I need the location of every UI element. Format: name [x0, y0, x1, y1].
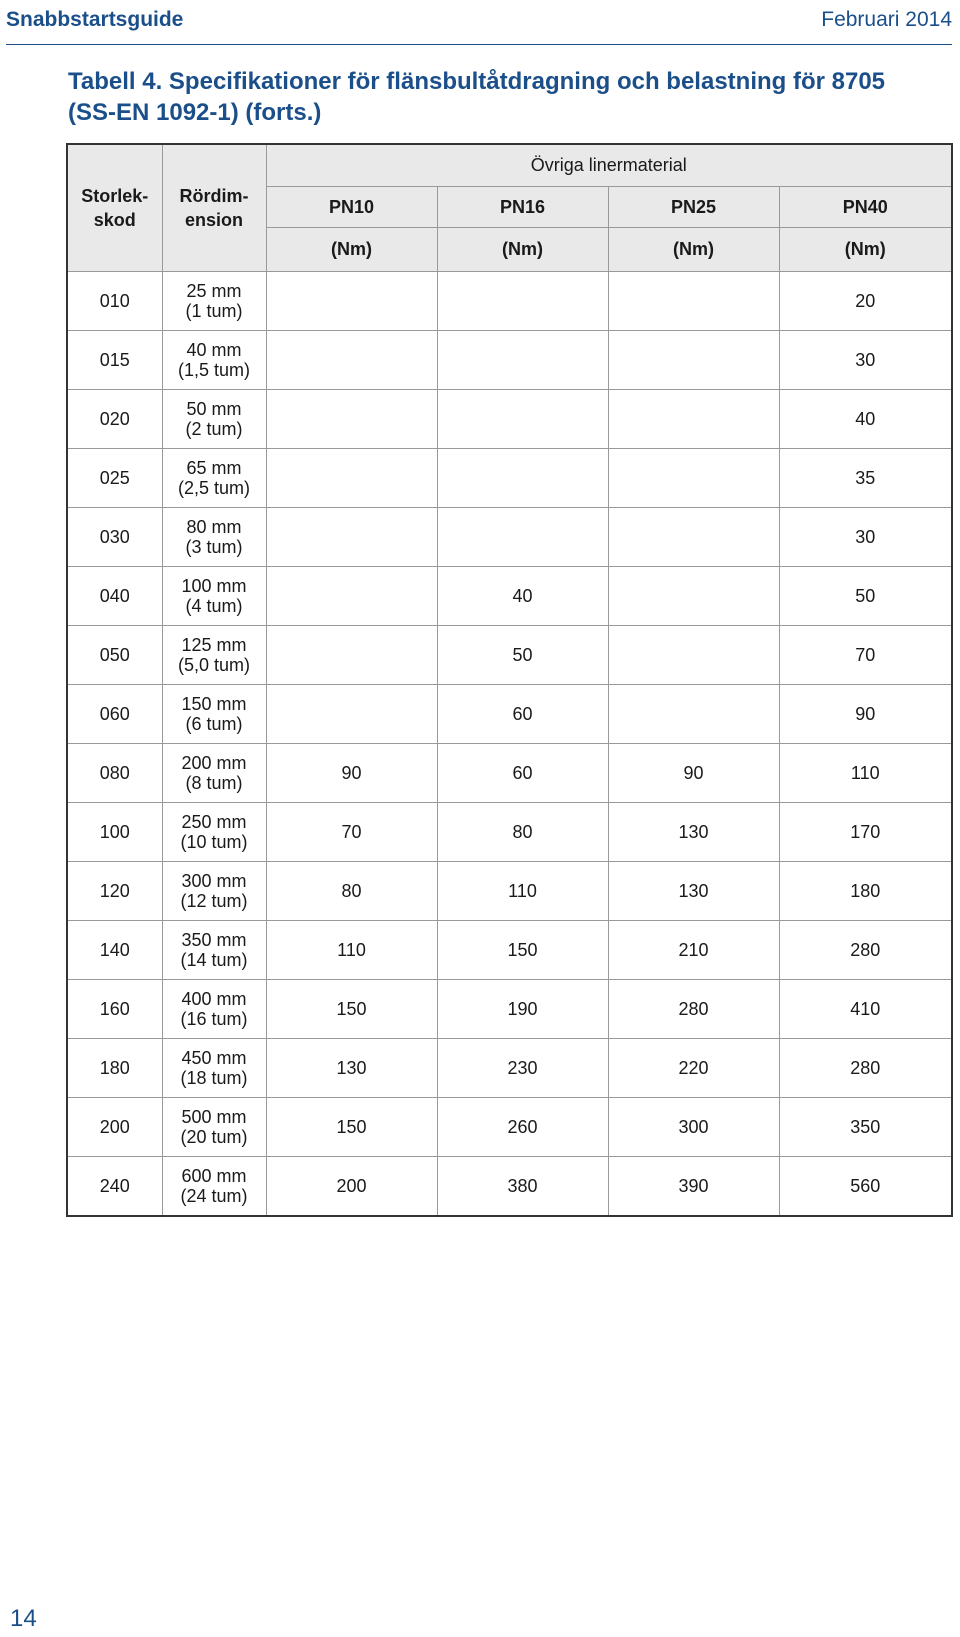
pipe-dimension-inch: (2,5 tum): [177, 478, 251, 498]
pipe-dimension-cell: [162, 1039, 266, 1098]
torque-pn40-cell: 280: [779, 1039, 952, 1098]
torque-pn40-cell: 30: [779, 508, 952, 567]
torque-pn10-cell: [266, 390, 437, 449]
torque-pn10-cell: 150: [266, 1098, 437, 1157]
torque-pn10-cell: 80: [266, 862, 437, 921]
pipe-dimension-mm: 80 mm: [186, 517, 242, 537]
torque-pn25-cell: [608, 626, 779, 685]
size-code-cell: 010: [67, 272, 162, 331]
torque-pn25-cell: [608, 685, 779, 744]
table-row: [67, 803, 952, 862]
header-unit-pn25: (Nm): [608, 228, 779, 272]
torque-pn40-cell: 560: [779, 1157, 952, 1217]
pipe-dimension-cell: [162, 449, 266, 508]
torque-pn16-cell: 40: [437, 567, 608, 626]
torque-pn16-cell: 190: [437, 980, 608, 1039]
torque-pn40-cell: 30: [779, 331, 952, 390]
torque-pn10-cell: 200: [266, 1157, 437, 1217]
pipe-dimension-inch: (5,0 tum): [177, 655, 251, 675]
pipe-dimension-mm: 25 mm: [186, 281, 242, 301]
pipe-dimension-cell: [162, 803, 266, 862]
pipe-dimension-mm: 500 mm: [181, 1107, 247, 1127]
torque-pn40-cell: 70: [779, 626, 952, 685]
table-row: [67, 1039, 952, 1098]
torque-pn16-cell: [437, 331, 608, 390]
header-other-liner-materials: Övriga linermaterial: [266, 144, 952, 187]
header-pipe-dimension: [162, 144, 266, 272]
table-row: [67, 390, 952, 449]
pipe-dimension-inch: (2 tum): [185, 419, 243, 439]
table-body: [67, 272, 952, 1217]
table-row: [67, 862, 952, 921]
pipe-dimension-mm: 50 mm: [186, 399, 242, 419]
table-row: [67, 567, 952, 626]
torque-pn16-cell: [437, 390, 608, 449]
header-pn25: PN25: [608, 187, 779, 228]
pipe-dimension-inch: (8 tum): [185, 773, 243, 793]
table-row: [67, 331, 952, 390]
torque-pn16-cell: 60: [437, 685, 608, 744]
table-row: [67, 626, 952, 685]
torque-pn16-cell: 50: [437, 626, 608, 685]
pipe-dimension-cell: [162, 980, 266, 1039]
size-code-cell: 040: [67, 567, 162, 626]
size-code-cell: 020: [67, 390, 162, 449]
torque-pn10-cell: [266, 567, 437, 626]
pipe-dimension-inch: (4 tum): [185, 596, 243, 616]
torque-pn25-cell: 390: [608, 1157, 779, 1217]
torque-pn10-cell: 90: [266, 744, 437, 803]
torque-pn25-cell: 280: [608, 980, 779, 1039]
size-code-cell: 200: [67, 1098, 162, 1157]
torque-pn16-cell: 150: [437, 921, 608, 980]
header-size-code-line2: skod: [93, 210, 136, 230]
header-guide-title: Snabbstartsguide: [6, 8, 184, 31]
torque-pn25-cell: 130: [608, 803, 779, 862]
pipe-dimension-cell: [162, 744, 266, 803]
pipe-dimension-mm: 65 mm: [186, 458, 242, 478]
size-code-cell: 100: [67, 803, 162, 862]
pipe-dimension-mm: 350 mm: [181, 930, 247, 950]
pipe-dimension-mm: 300 mm: [181, 871, 247, 891]
table-title: Tabell 4. Specifikationer för flänsbultåtdragning och belastning för 8705 (SS-EN 1092-1) (forts.): [68, 68, 886, 126]
pipe-dimension-mm: 200 mm: [181, 753, 247, 773]
pipe-dimension-inch: (1,5 tum): [177, 360, 251, 380]
torque-pn40-cell: 410: [779, 980, 952, 1039]
pipe-dimension-mm: 100 mm: [181, 576, 247, 596]
table-row: [67, 272, 952, 331]
torque-pn10-cell: [266, 685, 437, 744]
size-code-cell: 120: [67, 862, 162, 921]
pipe-dimension-inch: (18 tum): [180, 1068, 248, 1088]
size-code-cell: 030: [67, 508, 162, 567]
torque-pn40-cell: 170: [779, 803, 952, 862]
size-code-cell: 140: [67, 921, 162, 980]
torque-pn10-cell: [266, 272, 437, 331]
pipe-dimension-inch: (20 tum): [180, 1127, 248, 1147]
pipe-dimension-inch: (10 tum): [180, 832, 248, 852]
torque-pn16-cell: 110: [437, 862, 608, 921]
pipe-dimension-mm: 150 mm: [181, 694, 247, 714]
pipe-dimension-cell: [162, 390, 266, 449]
torque-pn16-cell: [437, 449, 608, 508]
header-unit-pn10: (Nm): [266, 228, 437, 272]
size-code-cell: 060: [67, 685, 162, 744]
size-code-cell: 025: [67, 449, 162, 508]
torque-pn25-cell: [608, 449, 779, 508]
pipe-dimension-cell: [162, 921, 266, 980]
pipe-dimension-cell: [162, 567, 266, 626]
page-number: 14: [10, 1605, 37, 1632]
pipe-dimension-cell: [162, 1098, 266, 1157]
pipe-dimension-cell: [162, 862, 266, 921]
torque-pn16-cell: [437, 508, 608, 567]
header-size-code-line1: Storlek-: [81, 186, 149, 206]
torque-pn25-cell: [608, 390, 779, 449]
torque-pn40-cell: 35: [779, 449, 952, 508]
header-divider: [6, 44, 952, 45]
pipe-dimension-mm: 400 mm: [181, 989, 247, 1009]
torque-pn10-cell: [266, 449, 437, 508]
header-pn10: PN10: [266, 187, 437, 228]
torque-pn25-cell: [608, 567, 779, 626]
torque-pn10-cell: 70: [266, 803, 437, 862]
torque-pn25-cell: 220: [608, 1039, 779, 1098]
torque-pn16-cell: 260: [437, 1098, 608, 1157]
torque-pn16-cell: [437, 272, 608, 331]
table-row: [67, 1098, 952, 1157]
pipe-dimension-cell: [162, 508, 266, 567]
torque-pn10-cell: 110: [266, 921, 437, 980]
header-date: Februari 2014: [821, 8, 952, 31]
header-pn16: PN16: [437, 187, 608, 228]
header-pn40: PN40: [779, 187, 952, 228]
torque-pn25-cell: [608, 508, 779, 567]
table-row: [67, 449, 952, 508]
header-pipe-dimension-line1: Rördim-: [179, 186, 249, 206]
table-row: [67, 921, 952, 980]
pipe-dimension-mm: 450 mm: [181, 1048, 247, 1068]
pipe-dimension-inch: (6 tum): [185, 714, 243, 734]
pipe-dimension-cell: [162, 685, 266, 744]
table-row: [67, 1157, 952, 1217]
torque-pn25-cell: 210: [608, 921, 779, 980]
pipe-dimension-mm: 600 mm: [181, 1166, 247, 1186]
pipe-dimension-inch: (16 tum): [180, 1009, 248, 1029]
size-code-cell: 050: [67, 626, 162, 685]
torque-pn40-cell: 20: [779, 272, 952, 331]
table-row: [67, 508, 952, 567]
pipe-dimension-inch: (14 tum): [180, 950, 248, 970]
torque-pn16-cell: 230: [437, 1039, 608, 1098]
size-code-cell: 160: [67, 980, 162, 1039]
torque-pn40-cell: 40: [779, 390, 952, 449]
pipe-dimension-cell: [162, 1157, 266, 1217]
torque-pn10-cell: [266, 626, 437, 685]
table-row: [67, 980, 952, 1039]
torque-pn16-cell: 60: [437, 744, 608, 803]
torque-pn25-cell: 130: [608, 862, 779, 921]
table-row: [67, 744, 952, 803]
torque-pn40-cell: 50: [779, 567, 952, 626]
pipe-dimension-inch: (24 tum): [180, 1186, 248, 1206]
torque-pn25-cell: [608, 331, 779, 390]
header-size-code: [67, 144, 162, 272]
torque-pn16-cell: 80: [437, 803, 608, 862]
torque-pn10-cell: [266, 508, 437, 567]
size-code-cell: 180: [67, 1039, 162, 1098]
torque-pn40-cell: 180: [779, 862, 952, 921]
pipe-dimension-inch: (12 tum): [180, 891, 248, 911]
pipe-dimension-inch: (3 tum): [185, 537, 243, 557]
torque-pn16-cell: 380: [437, 1157, 608, 1217]
torque-pn40-cell: 110: [779, 744, 952, 803]
torque-pn25-cell: [608, 272, 779, 331]
torque-pn25-cell: 300: [608, 1098, 779, 1157]
header-pipe-dimension-line2: ension: [184, 210, 243, 230]
torque-pn40-cell: 280: [779, 921, 952, 980]
spec-table: [66, 143, 953, 1217]
pipe-dimension-cell: [162, 331, 266, 390]
pipe-dimension-mm: 250 mm: [181, 812, 247, 832]
header-unit-pn16: (Nm): [437, 228, 608, 272]
pipe-dimension-cell: [162, 272, 266, 331]
torque-pn40-cell: 90: [779, 685, 952, 744]
torque-pn25-cell: 90: [608, 744, 779, 803]
torque-pn10-cell: 130: [266, 1039, 437, 1098]
pipe-dimension-mm: 40 mm: [186, 340, 242, 360]
table-row: [67, 685, 952, 744]
torque-pn10-cell: [266, 331, 437, 390]
header-unit-pn40: (Nm): [779, 228, 952, 272]
torque-pn40-cell: 350: [779, 1098, 952, 1157]
pipe-dimension-mm: 125 mm: [181, 635, 247, 655]
pipe-dimension-inch: (1 tum): [185, 301, 243, 321]
size-code-cell: 080: [67, 744, 162, 803]
size-code-cell: 240: [67, 1157, 162, 1217]
torque-pn10-cell: 150: [266, 980, 437, 1039]
size-code-cell: 015: [67, 331, 162, 390]
pipe-dimension-cell: [162, 626, 266, 685]
